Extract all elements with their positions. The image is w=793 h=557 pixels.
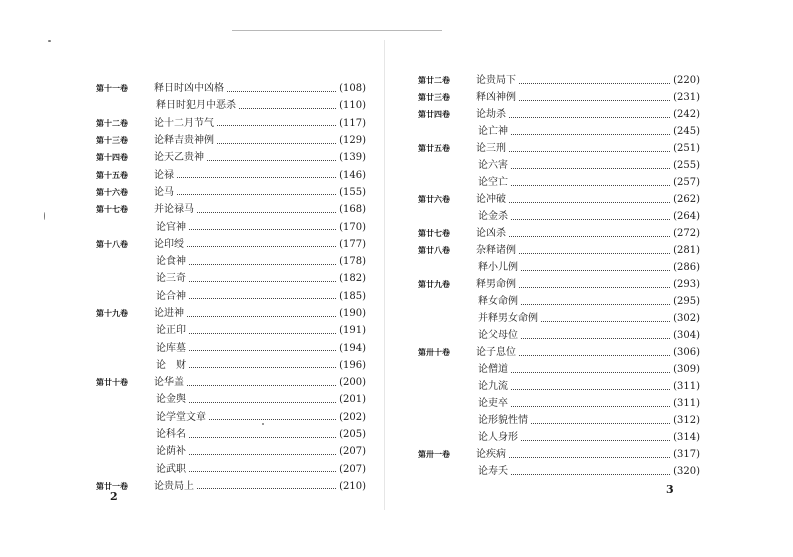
dot-leader xyxy=(509,456,670,458)
dot-leader xyxy=(509,235,670,237)
toc-entry xyxy=(418,361,700,378)
dot-leader xyxy=(189,470,336,472)
dot-leader xyxy=(189,228,336,230)
dot-leader xyxy=(189,436,336,438)
chapter-title: 论华盖 xyxy=(154,377,184,389)
chapter-title: 论贵局下 xyxy=(476,75,516,86)
chapter-title: 论形貌性情 xyxy=(478,415,528,426)
toc-entry xyxy=(96,461,366,478)
chapter-title: 杂释诸例 xyxy=(476,245,516,256)
page-ref: (286) xyxy=(673,262,700,273)
toc-entry xyxy=(418,72,700,89)
toc-entry xyxy=(96,218,366,235)
page-ref: (108) xyxy=(339,83,366,95)
page-ref: (177) xyxy=(339,238,366,250)
chapter-title: 论金舆 xyxy=(156,394,186,406)
chapter-title: 论空亡 xyxy=(478,177,508,188)
dot-leader xyxy=(187,245,336,247)
toc-entry xyxy=(418,463,700,480)
toc-entry xyxy=(96,374,366,391)
volume-label: 第廿四卷 xyxy=(418,110,450,119)
chapter-title: 论疾病 xyxy=(476,449,506,460)
chapter-title: 论人身形 xyxy=(478,432,518,443)
page-ref: (170) xyxy=(339,221,366,233)
dot-leader xyxy=(511,218,670,220)
chapter-title: 并论禄马 xyxy=(154,204,194,216)
dot-leader xyxy=(521,269,670,271)
page-ref: (251) xyxy=(673,143,700,154)
dot-leader xyxy=(189,297,336,299)
dot-leader xyxy=(541,320,670,322)
volume-label: 第廿九卷 xyxy=(418,280,450,289)
chapter-title: 论正印 xyxy=(156,325,186,337)
page-ref: (191) xyxy=(339,325,366,337)
volume-label: 第十三卷 xyxy=(96,136,128,146)
dot-leader xyxy=(521,303,670,305)
page-ref: (257) xyxy=(673,177,700,188)
toc-entry xyxy=(96,443,366,460)
chapter-title: 论三刑 xyxy=(476,143,506,154)
dot-leader xyxy=(531,422,670,424)
page-ref: (304) xyxy=(673,330,700,341)
volume-label: 第十九卷 xyxy=(96,309,128,318)
chapter-title: 论进神 xyxy=(154,308,184,319)
volume-label: 第卅一卷 xyxy=(418,450,450,459)
page-ref: (190) xyxy=(339,308,366,319)
dot-leader xyxy=(519,252,670,254)
dot-leader xyxy=(217,142,336,144)
page-ref: (194) xyxy=(339,342,366,354)
dot-leader xyxy=(189,332,336,334)
volume-label: 第廿六卷 xyxy=(418,195,450,204)
volume-label: 第十四卷 xyxy=(96,153,128,163)
toc-entry xyxy=(96,339,366,356)
page-ref: (202) xyxy=(339,411,366,423)
toc-entry xyxy=(418,344,700,361)
page-ref: (146) xyxy=(339,169,366,181)
dot-leader xyxy=(187,315,336,317)
toc-list-right xyxy=(418,72,700,480)
chapter-title: 论科名 xyxy=(156,429,186,441)
chapter-title: 论冲破 xyxy=(476,194,506,205)
toc-entry xyxy=(418,242,700,259)
chapter-title: 论食神 xyxy=(156,256,186,268)
toc-entry xyxy=(96,149,366,166)
page-ref: (311) xyxy=(673,381,700,392)
chapter-title: 论印绶 xyxy=(154,238,184,250)
page-ref: (317) xyxy=(673,449,700,460)
page-ref: (205) xyxy=(339,429,366,441)
toc-entry xyxy=(418,259,700,276)
dot-leader xyxy=(189,366,336,368)
volume-label: 第廿三卷 xyxy=(418,93,450,102)
page-ref: (309) xyxy=(673,364,700,375)
dot-leader xyxy=(511,133,670,135)
chapter-title: 论劫杀 xyxy=(476,109,506,120)
volume-label: 第十六卷 xyxy=(96,187,128,197)
toc-entry xyxy=(418,106,700,123)
volume-label: 第廿八卷 xyxy=(418,246,450,255)
page-ref: (295) xyxy=(673,296,700,307)
page-ref: (155) xyxy=(339,186,366,198)
toc-entry xyxy=(96,305,366,322)
dot-leader xyxy=(189,401,336,403)
toc-entry xyxy=(96,357,366,374)
toc-entry xyxy=(96,409,366,426)
toc-entry xyxy=(96,166,366,183)
dot-leader xyxy=(519,82,670,84)
page-ref: (311) xyxy=(673,398,700,409)
toc-entry xyxy=(96,80,366,97)
dot-leader xyxy=(187,384,336,386)
toc-entry xyxy=(418,89,700,106)
page-ref: (220) xyxy=(673,75,700,86)
dot-leader xyxy=(177,176,336,178)
page-ref: (264) xyxy=(673,211,700,222)
dot-leader xyxy=(209,418,336,420)
page-ref: (302) xyxy=(673,313,700,324)
toc-entry xyxy=(96,184,366,201)
toc-entry xyxy=(96,236,366,253)
chapter-title: 论武职 xyxy=(156,463,186,475)
dot-leader xyxy=(519,99,670,101)
page-ref: (262) xyxy=(673,194,700,205)
toc-list-left xyxy=(96,80,366,495)
toc-entry xyxy=(418,191,700,208)
volume-label: 第廿一卷 xyxy=(96,481,128,491)
chapter-title: 论凶杀 xyxy=(476,228,506,239)
toc-entry xyxy=(418,174,700,191)
left-page xyxy=(0,0,396,557)
chapter-title: 论荫补 xyxy=(156,446,186,458)
toc-entry xyxy=(418,208,700,225)
chapter-title: 释女命例 xyxy=(478,296,518,307)
page-ref: (168) xyxy=(339,204,366,216)
volume-label: 第十五卷 xyxy=(96,170,128,180)
dot-leader xyxy=(189,349,336,351)
toc-entry xyxy=(96,288,366,305)
chapter-title: 论马 xyxy=(154,186,174,198)
dot-leader xyxy=(521,337,670,339)
page-number-right: 3 xyxy=(666,483,674,496)
dot-leader xyxy=(239,107,336,109)
volume-label: 第卅十卷 xyxy=(418,348,450,357)
page-ref: (110) xyxy=(339,100,366,112)
page-ref: (201) xyxy=(339,394,366,406)
page-ref: (245) xyxy=(673,126,700,137)
dot-leader xyxy=(521,439,670,441)
toc-entry xyxy=(96,132,366,149)
chapter-title: 论官神 xyxy=(156,221,186,233)
toc-entry xyxy=(418,310,700,327)
toc-entry xyxy=(418,140,700,157)
toc-entry xyxy=(96,322,366,339)
toc-entry xyxy=(96,270,366,287)
dot-leader xyxy=(509,201,670,203)
toc-entry xyxy=(418,446,700,463)
dot-leader xyxy=(519,286,670,288)
dot-leader xyxy=(511,388,670,390)
volume-label: 第廿十卷 xyxy=(96,378,128,388)
page-ref: (242) xyxy=(673,109,700,120)
dot-leader xyxy=(519,354,670,356)
chapter-title: 论禄 xyxy=(154,169,174,181)
page-ref: (231) xyxy=(673,92,700,103)
page-ref: (207) xyxy=(339,463,366,475)
page-ref: (293) xyxy=(673,279,700,290)
dot-leader xyxy=(509,150,670,152)
chapter-title: 论子息位 xyxy=(476,347,516,358)
page-ref: (306) xyxy=(673,347,700,358)
page-number-left: 2 xyxy=(110,490,118,503)
volume-label: 第廿五卷 xyxy=(418,144,450,153)
toc-entry xyxy=(96,426,366,443)
page-ref: (117) xyxy=(339,117,366,129)
toc-entry xyxy=(96,478,366,495)
chapter-title: 论贵局上 xyxy=(154,480,194,492)
page-ref: (185) xyxy=(339,290,366,302)
volume-label: 第十二卷 xyxy=(96,118,128,128)
page-ref: (182) xyxy=(339,273,366,285)
chapter-title: 论九流 xyxy=(478,381,508,392)
chapter-title: 论父母位 xyxy=(478,330,518,341)
dot-leader xyxy=(511,405,670,407)
page-ref: (139) xyxy=(339,152,366,164)
dot-leader xyxy=(207,159,336,161)
page-ref: (200) xyxy=(339,377,366,389)
toc-entry xyxy=(418,378,700,395)
dot-leader xyxy=(197,211,336,213)
chapter-title: 论天乙贵神 xyxy=(154,152,204,164)
toc-entry xyxy=(418,395,700,412)
page-ref: (129) xyxy=(339,135,366,147)
chapter-title: 论三奇 xyxy=(156,273,186,285)
chapter-title: 释日时凶中凶格 xyxy=(154,83,224,95)
page-ref: (272) xyxy=(673,228,700,239)
toc-entry xyxy=(96,391,366,408)
dot-leader xyxy=(177,193,336,195)
dot-leader xyxy=(511,371,670,373)
toc-entry xyxy=(96,201,366,218)
chapter-title: 释日时犯月中恶杀 xyxy=(156,100,236,112)
chapter-title: 论僧道 xyxy=(478,364,508,375)
volume-label: 第十八卷 xyxy=(96,239,128,249)
toc-entry xyxy=(418,412,700,429)
toc-entry xyxy=(418,429,700,446)
toc-entry xyxy=(96,253,366,270)
dot-leader xyxy=(509,116,670,118)
chapter-title: 释男命例 xyxy=(476,279,516,290)
volume-label: 第十七卷 xyxy=(96,205,128,215)
dot-leader xyxy=(197,487,336,489)
page-ref: (196) xyxy=(339,359,366,371)
dot-leader xyxy=(511,473,670,475)
chapter-title: 论库墓 xyxy=(156,342,186,354)
dot-leader xyxy=(189,263,336,265)
volume-label: 第廿七卷 xyxy=(418,229,450,238)
toc-entry xyxy=(96,115,366,132)
dot-leader xyxy=(511,184,670,186)
volume-label: 第十一卷 xyxy=(96,84,128,94)
chapter-title: 释凶神例 xyxy=(476,92,516,103)
page-ref: (255) xyxy=(673,160,700,171)
dot-leader xyxy=(511,167,670,169)
chapter-title: 论 财 xyxy=(156,359,186,371)
dot-leader xyxy=(227,90,336,92)
page-ref: (314) xyxy=(673,432,700,443)
chapter-title: 论寿夭 xyxy=(478,466,508,477)
volume-label: 第廿二卷 xyxy=(418,76,450,85)
dot-leader xyxy=(189,453,336,455)
toc-entry xyxy=(418,276,700,293)
chapter-title: 论金杀 xyxy=(478,211,508,222)
page-ref: (178) xyxy=(339,256,366,268)
toc-entry xyxy=(418,225,700,242)
toc-entry xyxy=(418,327,700,344)
chapter-title: 论释吉贵神例 xyxy=(154,135,214,147)
toc-entry xyxy=(418,293,700,310)
chapter-title: 论合神 xyxy=(156,290,186,302)
chapter-title: 论十二月节气 xyxy=(154,117,214,129)
toc-entry xyxy=(418,123,700,140)
chapter-title: 论吏卒 xyxy=(478,398,508,409)
right-page xyxy=(396,0,793,557)
toc-entry xyxy=(96,97,366,114)
toc-entry xyxy=(418,157,700,174)
chapter-title: 释小儿例 xyxy=(478,262,518,273)
page-ref: (207) xyxy=(339,446,366,458)
dot-leader xyxy=(217,124,336,126)
chapter-title: 论六害 xyxy=(478,160,508,171)
dot-leader xyxy=(189,280,336,282)
page-ref: (320) xyxy=(673,466,700,477)
chapter-title: 论亡神 xyxy=(478,126,508,137)
page-ref: (312) xyxy=(673,415,700,426)
chapter-title: 论学堂文章 xyxy=(156,411,206,423)
page-ref: (281) xyxy=(673,245,700,256)
chapter-title: 并释男女命例 xyxy=(478,313,538,324)
page-ref: (210) xyxy=(339,480,366,492)
